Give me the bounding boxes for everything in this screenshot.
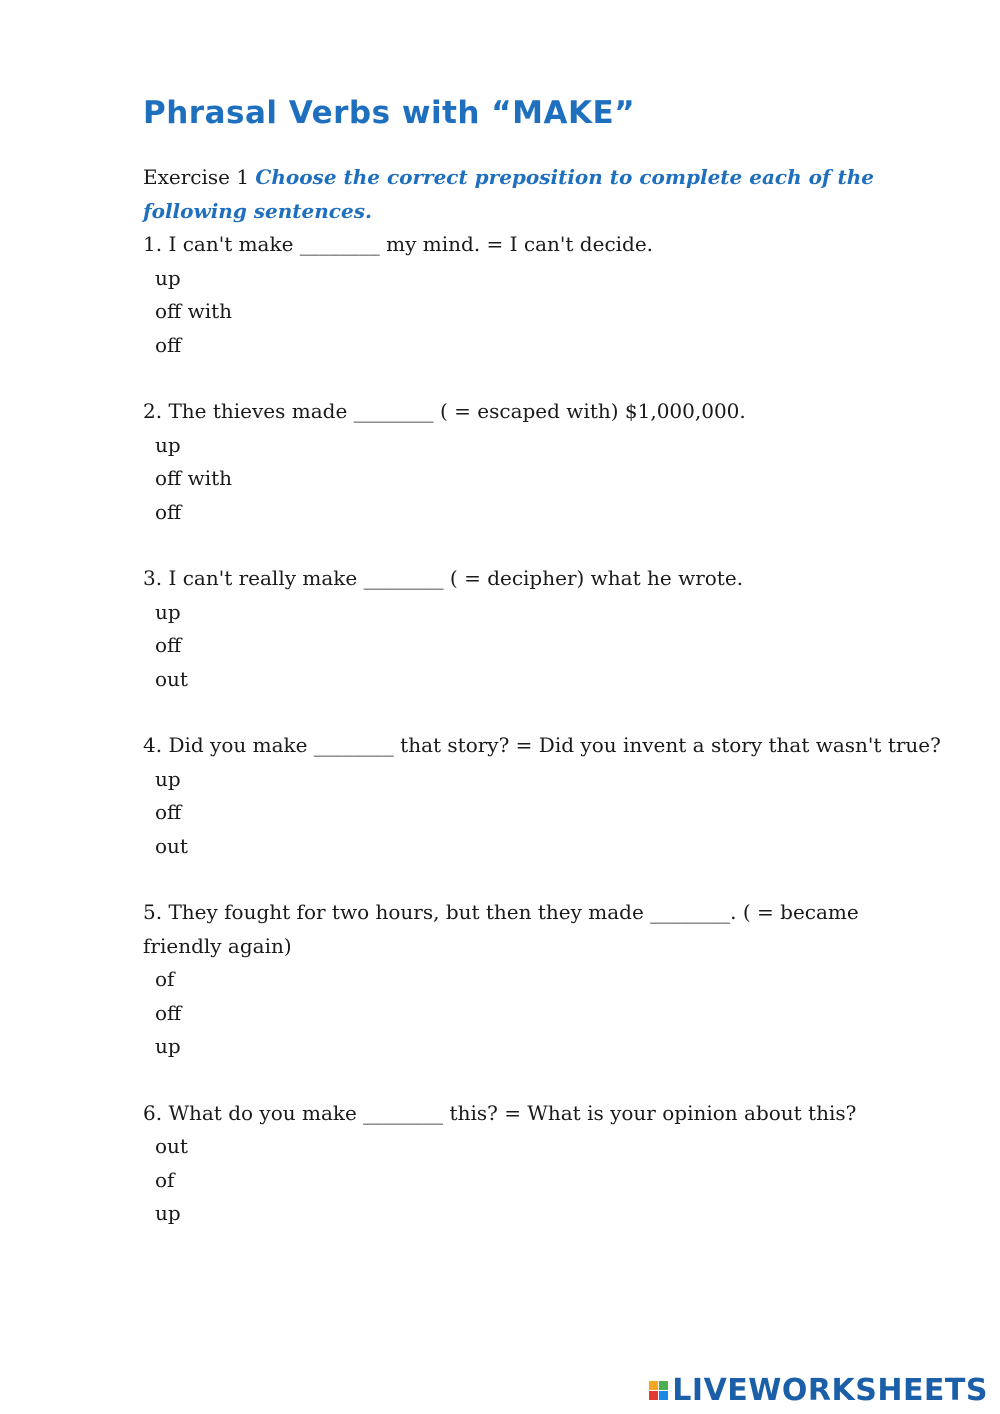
- answer-option[interactable]: of: [155, 967, 175, 991]
- question-1: [143, 228, 943, 362]
- exercise-label: Exercise 1: [143, 165, 250, 189]
- question-4: [143, 729, 943, 863]
- answer-option[interactable]: off: [155, 332, 182, 357]
- answer-option[interactable]: up: [155, 265, 181, 290]
- answer-option[interactable]: off with: [155, 466, 233, 490]
- answer-option[interactable]: up: [155, 432, 181, 457]
- answer-option[interactable]: up: [155, 1201, 181, 1225]
- answer-option[interactable]: up: [155, 599, 181, 624]
- logo-squares-icon: [649, 1381, 668, 1400]
- answer-option[interactable]: off: [155, 1000, 182, 1025]
- question-text: 4. Did you make ________ that story? = Did you invent a story that wasn't true?: [143, 733, 941, 757]
- logo-text: LIVEWORKSHEETS: [672, 1373, 988, 1408]
- logo-square: [659, 1391, 668, 1400]
- exercise-instructions: [143, 161, 943, 228]
- question-2: [143, 395, 943, 529]
- answer-option[interactable]: off: [155, 800, 182, 824]
- question-6: [143, 1097, 943, 1231]
- question-text: 6. What do you make ________ this? = What is your opinion about this?: [143, 1100, 857, 1125]
- answer-option[interactable]: up: [155, 766, 181, 791]
- answer-option[interactable]: off: [155, 499, 182, 524]
- answer-option[interactable]: off with: [155, 299, 233, 323]
- answer-option[interactable]: of: [155, 1167, 175, 1192]
- question-3: [143, 562, 943, 696]
- logo-square: [659, 1381, 668, 1390]
- answer-option[interactable]: out: [155, 666, 188, 691]
- answer-option[interactable]: out: [155, 833, 188, 858]
- liveworksheets-logo: [649, 1373, 988, 1408]
- logo-square: [649, 1391, 658, 1400]
- question-text: 5. They fought for two hours, but then they made ________. ( = became friendly again): [143, 900, 859, 958]
- answer-option[interactable]: out: [155, 1134, 188, 1158]
- answer-option[interactable]: up: [155, 1034, 181, 1058]
- logo-square: [649, 1381, 658, 1390]
- answer-option[interactable]: off: [155, 633, 182, 657]
- question-text: 3. I can't really make ________ ( = decipher) what he wrote.: [143, 566, 744, 590]
- question-5: [143, 896, 943, 1064]
- exercise-instruction-text: Choose the correct preposition to complete each of the following sentences.: [143, 165, 875, 223]
- page-title: Phrasal Verbs with “MAKE”: [143, 95, 636, 131]
- question-text: 1. I can't make ________ my mind. = I can't decide.: [143, 232, 654, 256]
- question-text: 2. The thieves made ________ ( = escaped with) $1,000,000.: [143, 399, 746, 423]
- worksheet: [143, 95, 943, 1264]
